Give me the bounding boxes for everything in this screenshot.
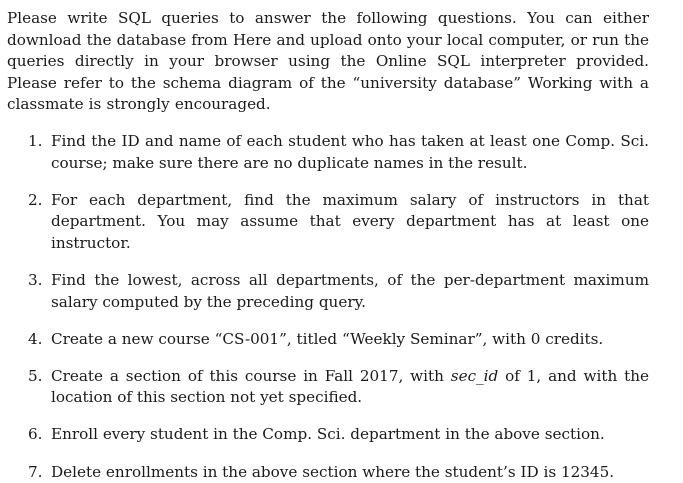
question-text: Create a new course “CS-001”, titled “Weekly Seminar”, with 0 credits. <box>51 330 603 348</box>
question-item <box>7 270 649 313</box>
question-number: 1. <box>28 131 43 153</box>
question-item <box>7 366 649 409</box>
question-item <box>7 131 649 174</box>
question-text: Find the ID and name of each student who has taken at least one Comp. Sci. course; make sure there are no duplicate names in the result. <box>51 132 649 172</box>
question-text: Find the lowest, across all departments, of the per-department maximum salary computed by the preceding query. <box>51 271 649 311</box>
question-text-after: of 1, and with the location of this section not yet specified. <box>51 367 649 407</box>
question-number: 6. <box>28 424 43 446</box>
question-number: 3. <box>28 270 43 292</box>
question-number: 2. <box>28 190 43 212</box>
question-text: Enroll every student in the Comp. Sci. department in the above section. <box>51 425 605 443</box>
question-item <box>7 190 649 255</box>
sec-id-term: sec_id <box>451 367 498 385</box>
intro-text-after-link: and upload onto your local computer, or run the queries directly in your browser using the Online SQL interpreter provided. Please refer to the schema diagram of the “university database” Working with a classmate is strongly encouraged. <box>7 31 649 114</box>
question-list <box>7 131 649 483</box>
question-item <box>7 329 649 351</box>
question-number: 7. <box>28 462 43 483</box>
question-number: 5. <box>28 366 43 388</box>
intro-text-before-link: Please write SQL queries to answer the following questions. You can either download the database from <box>7 9 649 49</box>
question-text-before: Create a section of this course in Fall 2017, with <box>51 367 451 385</box>
intro-paragraph <box>7 8 649 116</box>
question-text: For each department, find the maximum salary of instructors in that department. You may assume that every department has at least one instructor. <box>51 191 649 252</box>
question-item <box>7 424 649 446</box>
question-text: Delete enrollments in the above section where the student’s ID is 12345. <box>51 463 614 481</box>
download-link[interactable]: Here <box>233 31 271 49</box>
question-number: 4. <box>28 329 43 351</box>
